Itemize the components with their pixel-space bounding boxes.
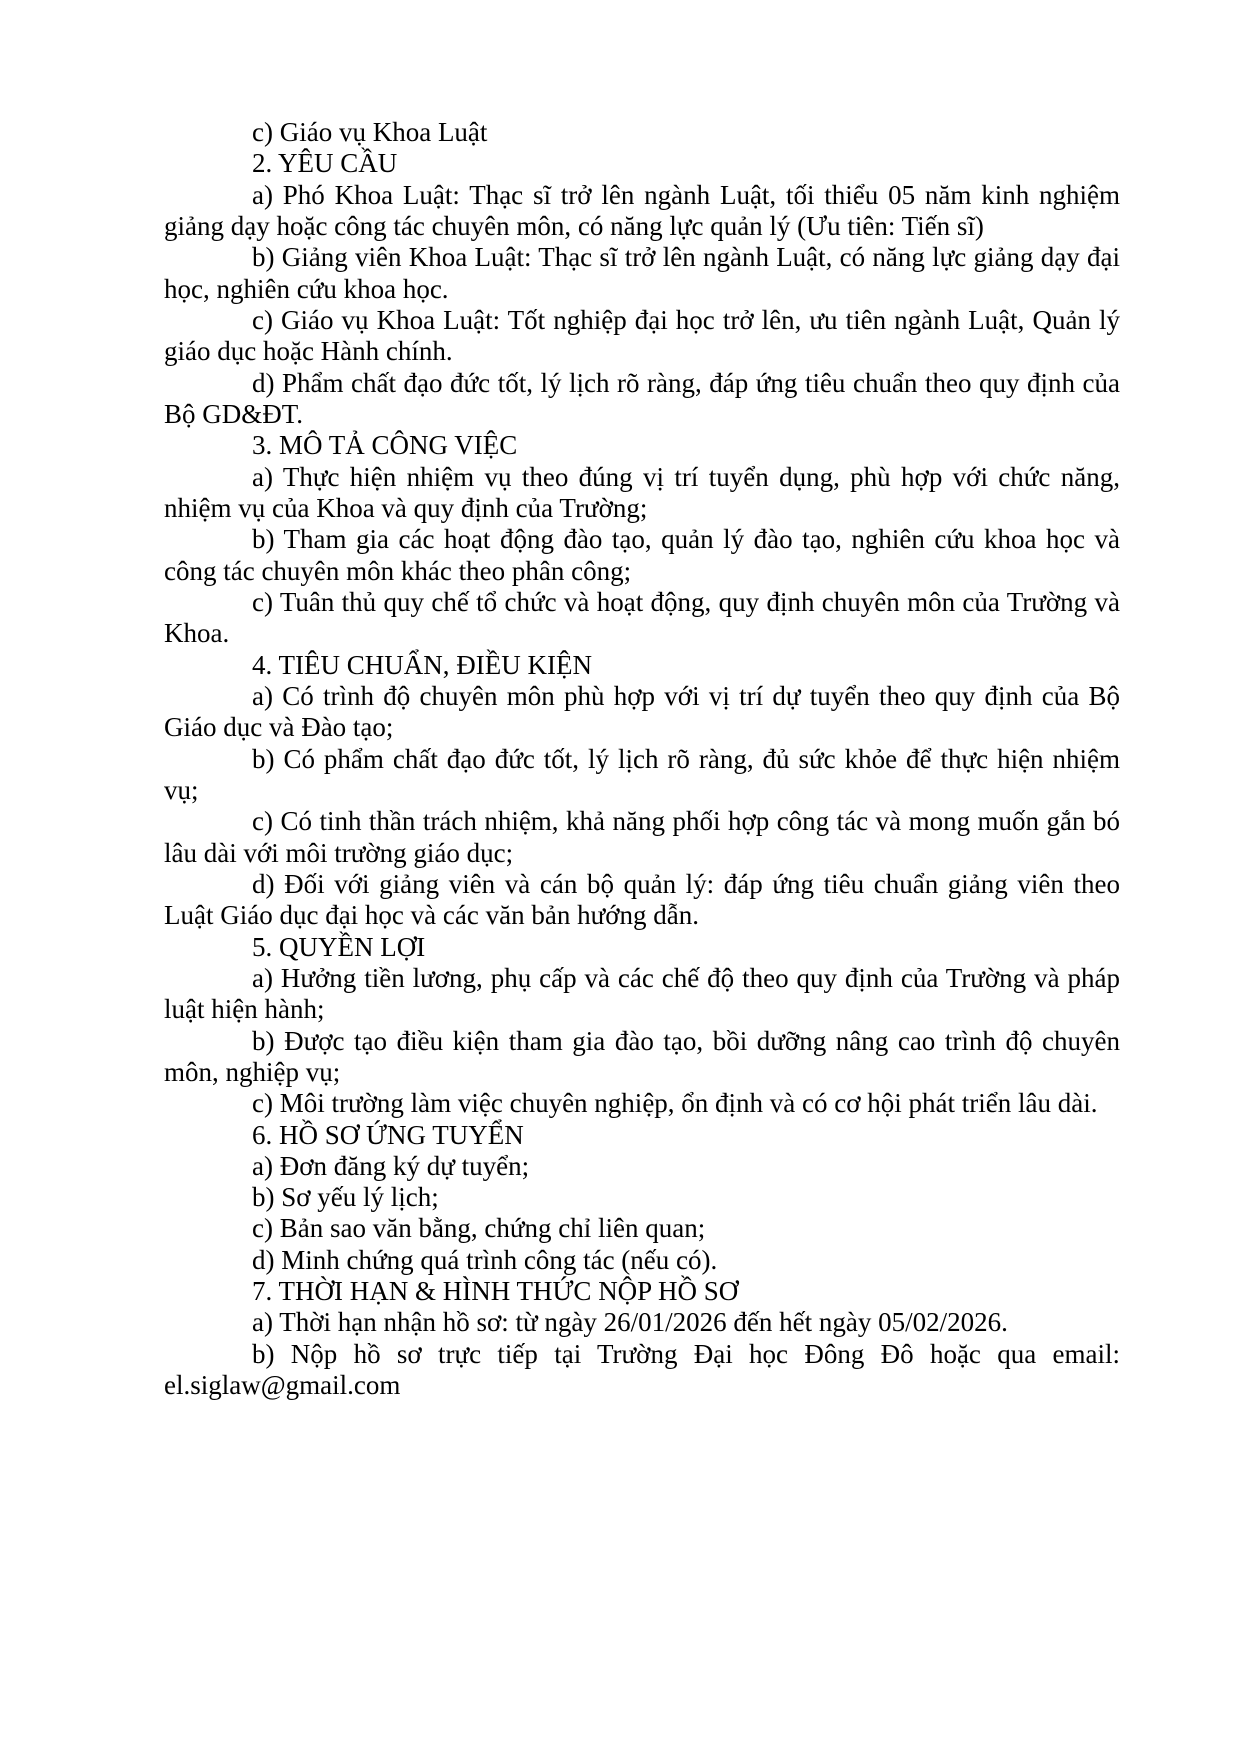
section-heading: 7. THỜI HẠN & HÌNH THỨC NỘP HỒ SƠ (252, 1276, 739, 1307)
document-paragraph: d) Minh chứng quá trình công tác (nếu có). (252, 1244, 718, 1275)
document-paragraph: c) Tuân thủ quy chế tổ chức và hoạt động, quy định chuyên môn của Trường và Khoa. (164, 586, 1120, 649)
document-paragraph: a) Hưởng tiền lương, phụ cấp và các chế độ theo quy định của Trường và pháp luật hiện hành; (164, 962, 1120, 1025)
document-paragraph: a) Thực hiện nhiệm vụ theo đúng vị trí tuyển dụng, phù hợp với chức năng, nhiệm vụ của Khoa và quy định của Trường; (164, 461, 1120, 523)
document-paragraph: a) Phó Khoa Luật: Thạc sĩ trở lên ngành Luật, tối thiểu 05 năm kinh nghiệm giảng dạy hoặc công tác chuyên môn, có năng lực quản lý (Ưu tiên: Tiến sĩ) (164, 179, 1120, 241)
document-paragraph: d) Đối với giảng viên và cán bộ quản lý: đáp ứng tiêu chuẩn giảng viên theo Luật Giáo dục đại học và các văn bản hướng dẫn. (164, 868, 1120, 931)
document-paragraph: c) Môi trường làm việc chuyên nghiệp, ổn định và có cơ hội phát triển lâu dài. (252, 1088, 1098, 1119)
section-heading: 4. TIÊU CHUẨN, ĐIỀU KIỆN (252, 649, 592, 680)
section-heading: 6. HỒ SƠ ỨNG TUYỂN (252, 1119, 524, 1150)
document-paragraph: c) Có tinh thần trách nhiệm, khả năng phối hợp công tác và mong muốn gắn bó lâu dài với môi trường giáo dục; (164, 806, 1120, 868)
document-paragraph: a) Có trình độ chuyên môn phù hợp với vị trí dự tuyển theo quy định của Bộ Giáo dục và Đào tạo; (164, 680, 1120, 743)
document-paragraph: c) Giáo vụ Khoa Luật (252, 117, 488, 147)
document-paragraph: b) Giảng viên Khoa Luật: Thạc sĩ trở lên ngành Luật, có năng lực giảng dạy đại học, nghiên cứu khoa học. (164, 242, 1120, 304)
document-paragraph: b) Có phẩm chất đạo đức tốt, lý lịch rõ ràng, đủ sức khỏe để thực hiện nhiệm vụ; (164, 743, 1120, 805)
section-heading: 2. YÊU CẦU (252, 148, 398, 179)
document-paragraph: b) Được tạo điều kiện tham gia đào tạo, bồi dưỡng nâng cao trình độ chuyên môn, nghiệp vụ; (164, 1025, 1120, 1087)
document-paragraph: c) Giáo vụ Khoa Luật: Tốt nghiệp đại học trở lên, ưu tiên ngành Luật, Quản lý giáo dục hoặc Hành chính. (164, 304, 1120, 367)
document-paragraph: c) Bản sao văn bằng, chứng chỉ liên quan; (252, 1213, 706, 1244)
document-paragraph: b) Sơ yếu lý lịch; (252, 1182, 439, 1213)
document-body (164, 117, 1120, 1401)
section-heading: 3. MÔ TẢ CÔNG VIỆC (252, 430, 518, 461)
document-paragraph: d) Phẩm chất đạo đức tốt, lý lịch rõ ràng, đáp ứng tiêu chuẩn theo quy định của Bộ GD&ĐT. (164, 367, 1120, 429)
document-paragraph: a) Thời hạn nhận hồ sơ: từ ngày 26/01/2026 đến hết ngày 05/02/2026. (252, 1307, 1008, 1338)
document-paragraph: b) Nộp hồ sơ trực tiếp tại Trường Đại học Đông Đô hoặc qua email: el.siglaw@gmail.com (164, 1338, 1120, 1401)
document-paragraph: a) Đơn đăng ký dự tuyển; (252, 1150, 530, 1181)
document-paragraph: b) Tham gia các hoạt động đào tạo, quản lý đào tạo, nghiên cứu khoa học và công tác chuyên môn khác theo phân công; (164, 524, 1120, 586)
section-heading: 5. QUYỀN LỢI (252, 931, 426, 962)
